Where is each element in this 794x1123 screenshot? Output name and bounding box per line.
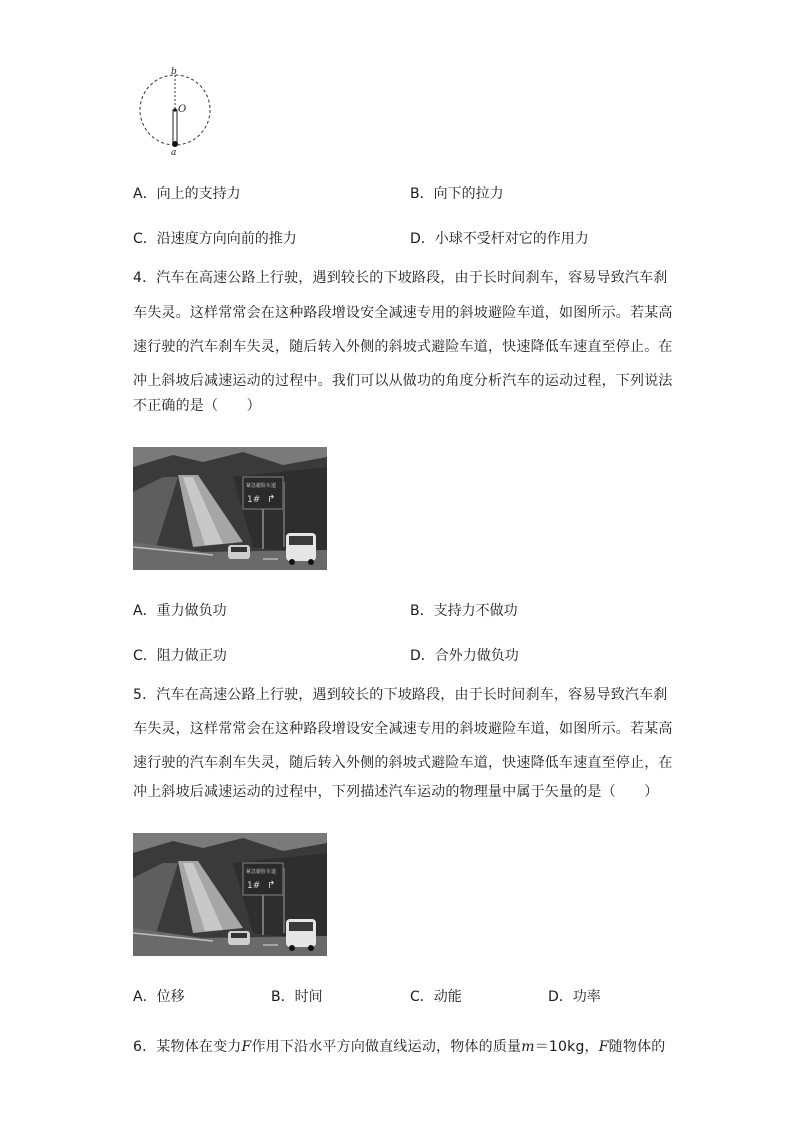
sign-text-title: 紧急避险车道 xyxy=(246,483,277,489)
q6-var-mass: m xyxy=(521,1039,535,1055)
q4-option-a: A．重力做负功 xyxy=(133,603,227,619)
sign-text-title: 紧急避险车道 xyxy=(246,869,277,875)
q3-option-c: C．沿速度方向向前的推力 xyxy=(133,231,297,247)
q5-line-2: 车失灵，这样常常会在这种路段增设安全减速专用的斜坡避险车道，如图所示。若某高 xyxy=(133,721,673,737)
q3-option-a: A．向上的支持力 xyxy=(133,186,241,202)
q5-option-d: D．功率 xyxy=(548,989,601,1005)
q6-text-part3: ， xyxy=(584,1039,599,1055)
ball xyxy=(172,141,178,147)
escape-ramp-photo-q4 xyxy=(133,447,327,570)
circle-rod-figure xyxy=(134,66,218,156)
q4-option-c: C．阻力做正功 xyxy=(133,648,227,664)
escape-ramp-photo-q5 xyxy=(133,833,327,956)
label-b: b xyxy=(171,67,177,77)
q4-option-d: D．合外力做负功 xyxy=(410,648,519,664)
q4-line-5: 不正确的是（ ） xyxy=(133,398,261,414)
sign-text-arrow: ↱ xyxy=(267,494,276,505)
q5-line-3: 速行驶的汽车刹车失灵，随后转入外侧的斜坡式避险车道，快速降低车速直至停止，在 xyxy=(133,755,673,771)
sign-text-arrow: ↱ xyxy=(267,880,276,891)
q4-line-4: 冲上斜坡后减速运动的过程中。我们可以从做功的角度分析汽车的运动过程，下列说法 xyxy=(133,373,673,389)
q5-option-c: C．动能 xyxy=(410,989,462,1005)
sign-text-number: 1# xyxy=(247,495,261,505)
q6-text-part1: 6．某物体在变力 xyxy=(133,1039,242,1055)
rod xyxy=(173,110,177,143)
q3-option-d: D．小球不受杆对它的作用力 xyxy=(410,231,589,247)
q6-text-part4: 随物体的 xyxy=(608,1039,666,1055)
q5-option-b: B．时间 xyxy=(271,989,323,1005)
q6-line-1 xyxy=(133,1037,665,1057)
q6-var-force: F xyxy=(241,1039,252,1055)
q4-option-b: B．支持力不做功 xyxy=(410,603,518,619)
q3-option-b: B．向下的拉力 xyxy=(410,186,504,202)
q6-mass-value: ＝10kg xyxy=(534,1039,585,1055)
q4-line-3: 速行驶的汽车刹车失灵，随后转入外侧的斜坡式避险车道，快速降低车速直至停止。在 xyxy=(133,339,673,355)
q6-text-part2: 作用下沿水平方向做直线运动，物体的质量 xyxy=(251,1039,522,1055)
label-a: a xyxy=(171,148,177,156)
label-o: O xyxy=(178,104,187,115)
q5-line-1: 5．汽车在高速公路上行驶，遇到较长的下坡路段，由于长时间刹车，容易导致汽车刹 xyxy=(133,687,668,703)
q4-line-1: 4．汽车在高速公路上行驶，遇到较长的下坡路段，由于长时间刹车，容易导致汽车刹 xyxy=(133,270,668,286)
sign-text-number: 1# xyxy=(247,881,261,891)
pivot-point xyxy=(173,108,176,111)
q6-var-force-2: F xyxy=(598,1039,609,1055)
q5-option-a: A．位移 xyxy=(133,989,185,1005)
q4-line-2: 车失灵。这样常常会在这种路段增设安全减速专用的斜坡避险车道，如图所示。若某高 xyxy=(133,305,673,321)
q5-line-4: 冲上斜坡后减速运动的过程中，下列描述汽车运动的物理量中属于矢量的是（ ） xyxy=(133,784,659,800)
